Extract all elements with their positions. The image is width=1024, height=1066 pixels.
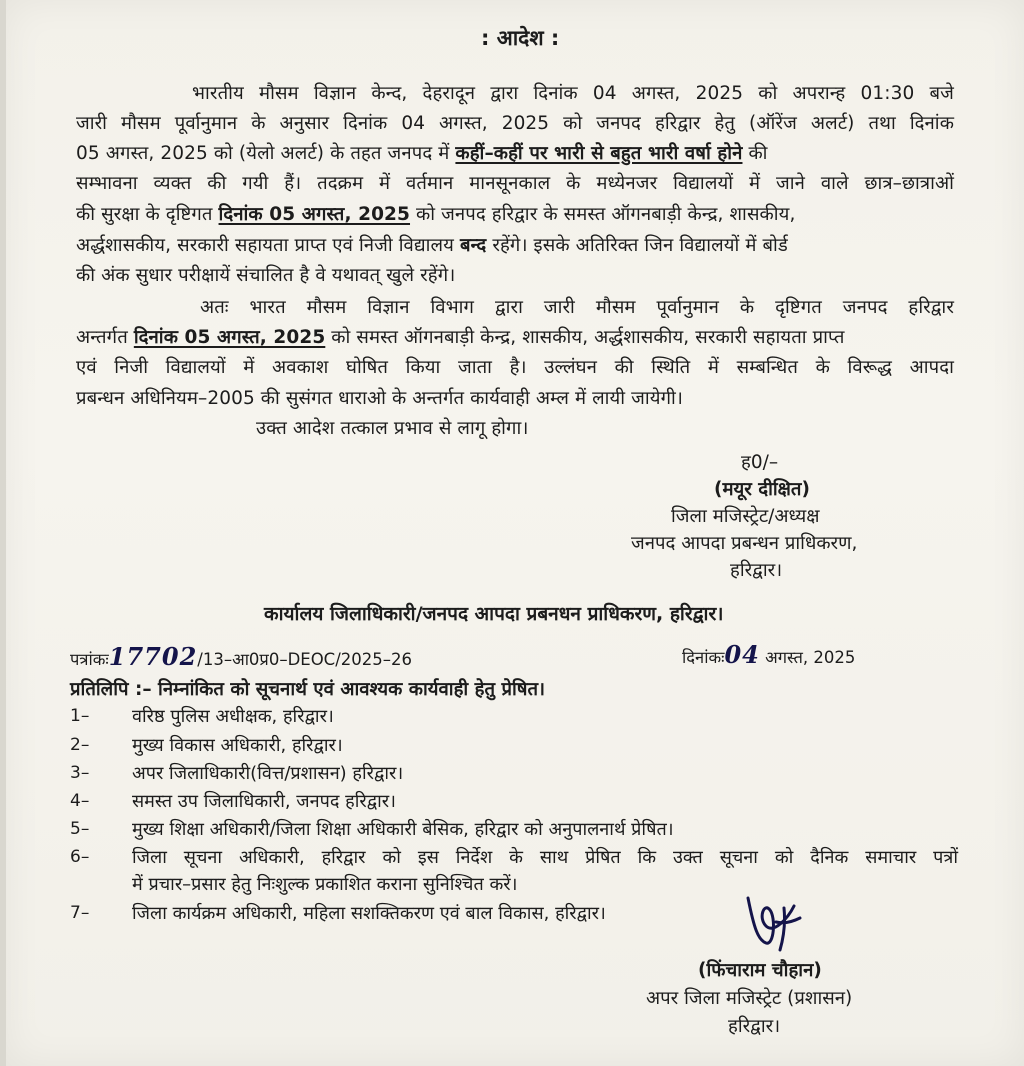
date-suffix: अगस्त, 2025 [765, 648, 856, 667]
dm-authority: जनपद आपदा प्रबन्धन प्राधिकरण, [631, 533, 858, 554]
copy-item-4-text: समस्त उप जिलाधिकारी, जनपद हरिद्वार। [132, 791, 396, 812]
heavy-rain-highlight: कहीं–कहीं पर भारी से बहुत भारी वर्षा होने [455, 143, 743, 164]
copy-item-7-number: 7– [70, 903, 90, 923]
para2-line3: एवं निजी विद्यालयों में अवकाश घोषित किया जाता है। उल्लंघन की स्थिति में सम्बन्धित के विरूद्ध आपदा [76, 357, 954, 378]
office-heading: कार्यालय जिलाधिकारी/जनपद आपदा प्रबनधन प्राधिकरण, हरिद्वार। [264, 603, 724, 625]
dm-name: (मयूर दीक्षित) [714, 479, 810, 500]
adm-designation: अपर जिला मजिस्ट्रेट (प्रशासन) [646, 988, 853, 1009]
para1-line5 [76, 201, 954, 226]
copy-item-6-text: जिला सूचना अधिकारी, हरिद्वार को इस निर्देश के साथ प्रेषित कि उक्त सूचना को दैनिक समाचार पत्रों [132, 847, 958, 868]
handwritten-letter-number: 17702 [108, 642, 198, 671]
dm-designation: जिला मजिस्ट्रेट/अध्यक्ष [671, 506, 820, 527]
para1-line6-start: अर्द्धशासकीय, सरकारी सहायता प्राप्त एवं निजी विद्यालय [76, 235, 454, 256]
para1-line3-start: 05 अगस्त, 2025 को (येलो अलर्ट) के तहत जनपद में [76, 143, 450, 164]
reference-date [682, 640, 855, 669]
copy-item-2-number: 2– [70, 735, 90, 755]
para1-line3 [76, 140, 954, 165]
order-title: : आदेश : [481, 26, 560, 50]
handwritten-initials-icon [736, 888, 816, 958]
copy-item-3-text: अपर जिलाधिकारी(वित्त/प्रशासन) हरिद्वार। [132, 763, 404, 784]
para1-line6-end: रहेंगे। इसके अतिरिक्त जिन विद्यालयों में बोर्ड [492, 235, 788, 256]
para1-line5-end: को जनपद हरिद्वार के समस्त ऑगनबाड़ी केन्द्र, शासकीय, [416, 204, 796, 225]
copy-item-4-number: 4– [70, 791, 90, 811]
para2-line4: प्रबन्धन अधिनियम–2005 की सुसंगत धाराओ के अन्तर्गत कार्यवाही अम्ल में लायी जायेगी। [76, 388, 683, 409]
copy-item-5-text: मुख्य शिक्षा अधिकारी/जिला शिक्षा अधिकारी बेसिक, हरिद्वार को अनुपालनार्थ प्रेषित। [132, 819, 674, 840]
para1-line4: सम्भावना व्यक्त की गयी हैं। तदक्रम में वर्तमान मानसूनकाल के मध्येनजर विद्यालयों में जाने वाले छात्र–छात्राओं [76, 173, 954, 194]
para3: उक्त आदेश तत्काल प्रभाव से लागू होगा। [256, 418, 529, 439]
holiday-date-highlight: दिनांक 05 अगस्त, 2025 [133, 327, 326, 348]
closed-word: बन्द [459, 235, 487, 256]
copy-item-6-text-cont: में प्रचार–प्रसार हेतु निःशुल्क प्रकाशित कराना सुनिश्चित करें। [132, 874, 518, 895]
copy-item-5-number: 5– [70, 819, 90, 839]
signed-mark: ह0/– [741, 452, 779, 473]
copy-item-1-number: 1– [70, 706, 90, 726]
para2-line2-end: को समस्त ऑगनबाड़ी केन्द्र, शासकीय, अर्द्धशासकीय, सरकारी सहायता प्राप्त [331, 327, 845, 348]
reference-number [70, 642, 412, 671]
para1-line7: की अंक सुधार परीक्षायें संचालित है वे यथावत् खुले रहेंगे। [76, 265, 456, 286]
copy-item-7-text: जिला कार्यक्रम अधिकारी, महिला सशक्तिकरण एवं बाल विकास, हरिद्वार। [132, 903, 606, 924]
dm-place: हरिद्वार। [730, 560, 783, 581]
document-page [6, 0, 1024, 1066]
adm-place: हरिद्वार। [728, 1016, 781, 1037]
para1-line5-start: की सुरक्षा के दृष्टिगत [76, 204, 213, 225]
reference-label: पत्रांकः [70, 650, 109, 669]
adm-name: (फिंचाराम चौहान) [698, 960, 822, 981]
para1-line3-end: की [748, 143, 768, 164]
para1-line2: जारी मौसम पूर्वानुमान के अनुसार दिनांक 04 अगस्त, 2025 को जनपद हरिद्वार हेतु (ऑरेंज अलर्ट) तथा दिनांक [76, 113, 954, 134]
handwritten-date: 04 [724, 640, 760, 669]
para1-line1: भारतीय मौसम विज्ञान केन्द, देहरादून द्वारा दिनांक 04 अगस्त, 2025 को अपरान्ह 01:30 बजे [192, 83, 954, 104]
para2-line1: अतः भारत मौसम विज्ञान विभाग द्वारा जारी मौसम पूर्वानुमान के दृष्टिगत जनपद हरिद्वार [200, 297, 954, 318]
para2-line2 [76, 324, 954, 349]
copy-item-1-text: वरिष्ठ पुलिस अधीक्षक, हरिद्वार। [132, 706, 334, 727]
para2-line2-start: अन्तर्गत [76, 327, 128, 348]
copy-item-6-number: 6– [70, 847, 90, 867]
date-label: दिनांकः [682, 648, 725, 667]
copy-heading: प्रतिलिपि :– निम्नांकित को सूचनार्थ एवं आवश्यक कार्यवाही हेतु प्रेषित। [70, 679, 546, 700]
closure-date-highlight: दिनांक 05 अगस्त, 2025 [218, 204, 411, 225]
reference-suffix: /13–आ0प्र0–DEOC/2025–26 [197, 650, 413, 669]
copy-item-3-number: 3– [70, 763, 90, 783]
para1-line6 [76, 232, 954, 257]
copy-item-2-text: मुख्य विकास अधिकारी, हरिद्वार। [132, 735, 343, 756]
